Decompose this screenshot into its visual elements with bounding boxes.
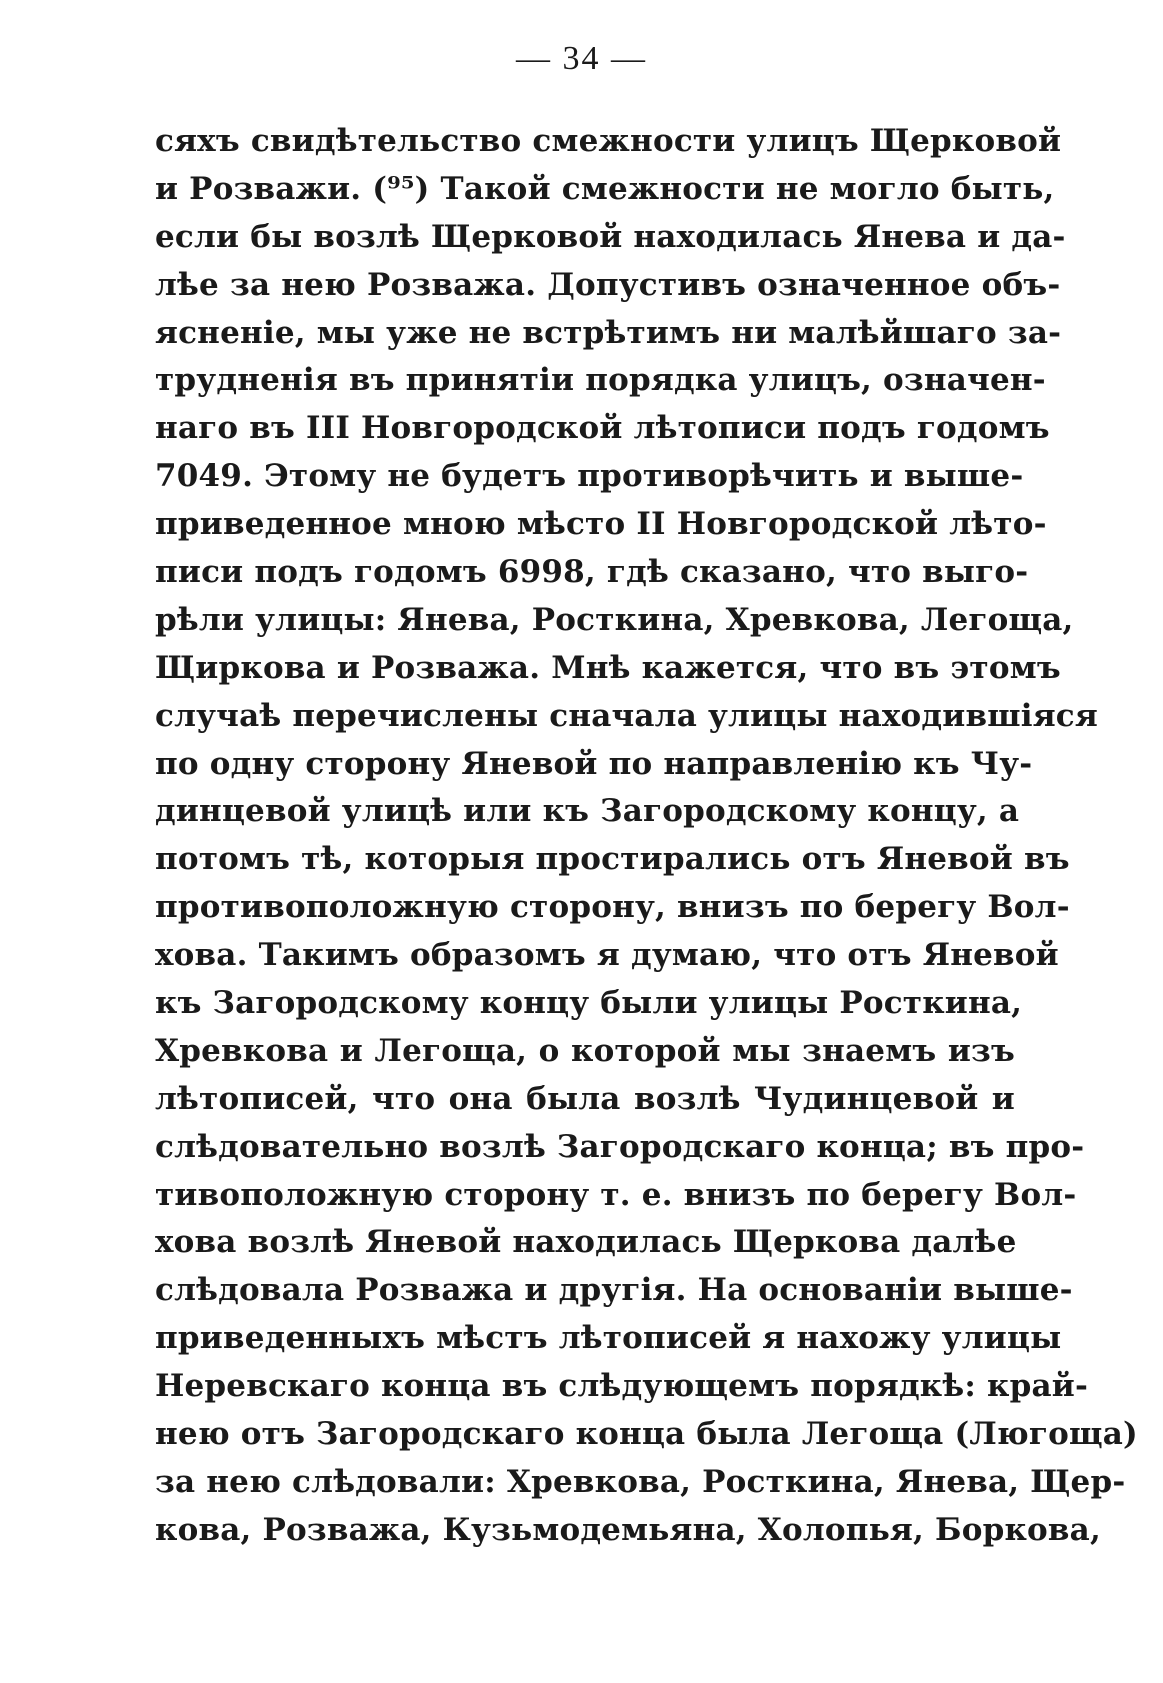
text-line: писи подъ годомъ 6998, гдѣ сказано, что выго- — [155, 554, 1029, 591]
text-line: динцевой улицѣ или къ Загородскому концу, а — [155, 793, 1020, 830]
text-line: 7049. Этому не будетъ противорѣчить и выше- — [155, 458, 1024, 495]
text-line: тивоположную сторону т. е. внизъ по берегу Вол- — [155, 1176, 1077, 1213]
text-line: ясненіе, мы уже не встрѣтимъ ни малѣйшаго за- — [155, 314, 1062, 351]
text-line: трудненія въ принятіи порядка улицъ, означен- — [155, 362, 1046, 399]
body-text — [155, 118, 1138, 1555]
text-line: наго въ III Новгородской лѣтописи подъ годомъ — [155, 410, 1050, 447]
text-line: по одну сторону Яневой по направленію къ Чу- — [155, 745, 1033, 782]
text-line: потомъ тѣ, которыя простирались отъ Яневой въ — [155, 841, 1070, 878]
text-line: лѣе за нею Розважа. Допустивъ означенное объ- — [155, 266, 1061, 303]
text-line: къ Загородскому концу были улицы Росткина, — [155, 985, 1023, 1022]
text-line: сяхъ свидѣтельство смежности улицъ Щерковой — [155, 123, 1062, 159]
text-line: Хревкова и Легоща, о которой мы знаемъ изъ — [155, 1032, 1015, 1069]
text-line: приведенное мною мѣсто II Новгородской лѣто- — [155, 506, 1047, 543]
text-line: за нею слѣдовали: Хревкова, Росткина, Янева, Щер- — [155, 1463, 1126, 1500]
text-line: рѣли улицы: Янева, Росткина, Хревкова, Легоща, — [155, 601, 1074, 638]
text-line: противоположную сторону, внизъ по берегу Вол- — [155, 889, 1070, 926]
text-line: хова. Такимъ образомъ я думаю, что отъ Яневой — [155, 937, 1059, 974]
text-line: Щиркова и Розважа. Мнѣ кажется, что въ этомъ — [155, 649, 1061, 686]
text-line: хова возлѣ Яневой находилась Щеркова далѣе — [155, 1224, 1017, 1261]
text-line: случаѣ перечислены сначала улицы находившіяся — [155, 697, 1098, 734]
text-line: кова, Розважа, Кузьмодемьяна, Холопья, Боркова, — [155, 1511, 1101, 1548]
text-line: слѣдовала Розважа и другія. На основаніи выше- — [155, 1272, 1073, 1309]
text-line: если бы возлѣ Щерковой находилась Янева и да- — [155, 218, 1066, 255]
text-line: Неревскаго конца въ слѣдующемъ порядкѣ: край- — [155, 1368, 1089, 1405]
text-line: и Розважи. (⁹⁵) Такой смежности не могло быть, — [155, 170, 1055, 207]
text-line: приведенныхъ мѣстъ лѣтописей я нахожу улицы — [155, 1320, 1062, 1357]
text-line: лѣтописей, что она была возлѣ Чудинцевой и — [155, 1080, 1015, 1117]
text-line: слѣдовательно возлѣ Загородскаго конца; въ про- — [155, 1128, 1085, 1165]
page-number: — 34 — — [516, 40, 647, 77]
text-line: нею отъ Загородскаго конца была Легоща (Люгоща) — [155, 1416, 1138, 1453]
